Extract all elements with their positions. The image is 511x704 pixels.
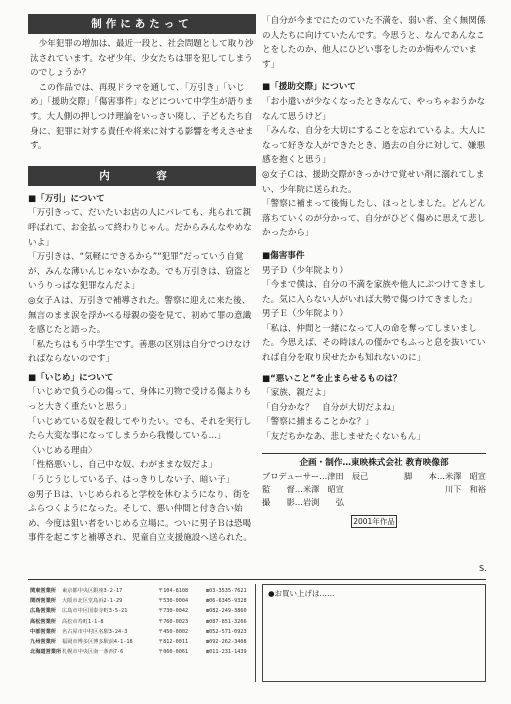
section-line: ◎女子Ｃは、援助交際がきっかけで覚せい剤に溺れてしまい、少年院に送られた。 bbox=[262, 169, 485, 195]
office-name: 九州営業所 bbox=[30, 639, 56, 646]
section-line: 「性格悪いし、自己中な奴、わがままな奴だよ」 bbox=[28, 460, 218, 471]
section-heading: ■傷害事件 bbox=[262, 250, 305, 261]
section-line: 「みんな、自分を大切にすることを忘れているよ。大人になって好きな人ができたとき、過去の自分に対して、嫌悪感を抱くと思う」 bbox=[262, 126, 486, 166]
office-address: 広島市中区国泰寺町3-5-21 bbox=[62, 608, 128, 615]
office-row bbox=[30, 617, 256, 627]
office-phone: ☎011-231-1439 bbox=[206, 649, 247, 656]
section-heading: ■“悪いこと”を止まらせるものは？ bbox=[262, 373, 402, 384]
office-phone: ☎06-6345-9328 bbox=[206, 598, 247, 605]
section-heading: ■「援助交際」について bbox=[262, 82, 356, 93]
office-postal: 〒450-0002 bbox=[158, 628, 189, 635]
office-name: 北海道営業所 bbox=[30, 649, 62, 656]
section-line: 「うじうじしている子、はっきりしない子、暗い子」 bbox=[28, 475, 235, 486]
office-phone: ☎092-262-3408 bbox=[206, 639, 247, 646]
office-name: 関西営業所 bbox=[30, 598, 56, 605]
section-line: 「いじめで負う心の傷って、身体に刃物で受ける傷よりもっと大きく重たいと思う」 bbox=[28, 387, 252, 413]
office-name: 関東営業所 bbox=[30, 588, 56, 594]
section-line: 「友だちかなあ、悲しませたくないもん」 bbox=[262, 432, 425, 443]
production-year: 2001年作品 bbox=[351, 515, 397, 528]
left-column bbox=[28, 14, 256, 546]
section-line: 「私たちはもう中学生です。善悪の区別は自分でつけなければならないのです」 bbox=[28, 339, 251, 365]
office-address: 高松市寿町1-1-8 bbox=[62, 618, 104, 625]
intro-body bbox=[28, 34, 256, 160]
office-row bbox=[30, 586, 256, 596]
office-row bbox=[30, 596, 256, 606]
section-line: ◎女子Ａは、万引きで補導された。警察に迎えに来た後、無言のまま涙を浮かべる母親の姿を見て、初めて罪の意識を感じたと語った。 bbox=[28, 295, 252, 336]
office-postal: 〒760-0023 bbox=[158, 618, 189, 625]
credits bbox=[262, 453, 486, 528]
credit-entry: 撮 影…岩渕 弘 bbox=[262, 496, 344, 507]
right-column bbox=[262, 14, 486, 528]
section-line: 「お小遣いが少なくなったときなんて、やっちゃおうかななんて思うけど」 bbox=[262, 96, 486, 122]
purchase-box bbox=[262, 584, 486, 682]
intro-paragraph: 少年犯罪の増加は、最近一段と、社会問題として取り沙汰されています。なぜ少年、少女たちは罪を犯してしまうのでしょうか？ bbox=[30, 39, 254, 79]
page-mark: S. bbox=[479, 564, 487, 573]
office-row bbox=[30, 627, 256, 637]
office-phone: ☎087-851-3266 bbox=[206, 618, 247, 625]
office-address: 大阪市北区堂島浜2-1-29 bbox=[62, 598, 123, 605]
office-list bbox=[30, 586, 256, 657]
credit-entry: プロデューサー…津田 辰己 bbox=[262, 470, 369, 481]
column-divider bbox=[255, 584, 256, 682]
section-line: 「家族、親だよ」 bbox=[262, 388, 331, 399]
office-row bbox=[30, 647, 256, 657]
intro-paragraph: この作品では、再現ドラマを通して、「万引き」「いじめ」「援助交際」「傷害事件」などについて中学生が語ります。大人側の押しつけ理論をいっさい廃し、子どもたち自身に、犯罪に対する責任や将来に対する影響を考えさせます。 bbox=[30, 82, 254, 152]
credits-row bbox=[262, 483, 486, 496]
office-postal: 〒060-0061 bbox=[158, 649, 189, 656]
section-line: 「万引きは、“気軽にできるから”“犯罪”だっていう自覚が、みんな薄いんじゃないかなあ。でも万引きは、窃盗というりっぱな犯罪なんだよ」 bbox=[28, 252, 252, 292]
office-address: 名古屋市中村区名駅3-24-3 bbox=[62, 628, 128, 635]
section-line: 「いじめている奴を殺してやりたい。でも、それを実行したら大変な事になってしまうから我慢している…」 bbox=[28, 416, 252, 442]
office-postal: 〒730-0042 bbox=[158, 608, 189, 615]
intro-title: 制作にあたって bbox=[28, 14, 256, 34]
office-row bbox=[30, 637, 256, 647]
section-line: ◎男子Ｂは、いじめられると学校を休むようになり、街をふらつくようになった。そして、悪い仲間と付き合い始め、今度は狙い者をいじめる立場に。ついに男子Ｂは恐喝事件を起こすと補導され、児童自立支援施設へ送られた。 bbox=[28, 489, 252, 544]
office-name: 広島営業所 bbox=[30, 608, 56, 615]
office-address: 札幌市中央区南一条西7-6 bbox=[62, 649, 124, 656]
office-row bbox=[30, 606, 256, 616]
purchase-label: ●お買い上げは…… bbox=[268, 589, 335, 598]
credits-row bbox=[262, 496, 486, 509]
office-postal: 〒812-0011 bbox=[158, 639, 189, 646]
section-line: 「自分かな？ 自分が大切だよね」 bbox=[262, 402, 400, 413]
section-line: 「警察に捕まることかな？」 bbox=[262, 417, 374, 428]
office-name: 高松営業所 bbox=[30, 618, 56, 625]
office-postal: 〒104-8108 bbox=[158, 588, 189, 594]
office-address: 東京都中央区銀座3-2-17 bbox=[62, 588, 123, 594]
credit-entry: 脚 本…米澤 昭宣 bbox=[404, 470, 486, 481]
contents-title: 内 容 bbox=[28, 166, 256, 186]
contents-left bbox=[28, 192, 256, 546]
office-phone: ☎052-571-0923 bbox=[206, 628, 247, 635]
section-heading: ■「万引」について bbox=[28, 193, 105, 204]
credits-row bbox=[262, 470, 486, 483]
section-line: 「警察に補まって後悔したし、ほっとしました。どんどん落ちていくのが分かって、自分がひどく傷めに思えて悲しかったから」 bbox=[262, 199, 486, 239]
section-line: 「今まで僕は、自分の不満を家族や他人にぶつけてきました。気に入らない人がいれば大勢で傷つけてきました」 bbox=[262, 280, 486, 305]
section-line: 男子Ｅ（少年院より） bbox=[262, 309, 348, 320]
section-line: 「私は、仲間と一緒になって人の命を奪ってしまいました。今思えば、その時ほんの僅かでもふっと息を抜いていれば自分を取り戻せたかも知れないのに」 bbox=[262, 323, 486, 364]
section-line: 男子Ｄ（少年院より） bbox=[262, 265, 348, 276]
credit-entry: 川下 和裕 bbox=[445, 483, 486, 494]
office-phone: ☎082-249-3860 bbox=[206, 608, 247, 615]
office-phone: ☎03-3535-7621 bbox=[206, 588, 247, 594]
section-line: 「自分が今までにたのていた不満を、弱い者、全く無関係の人たちに向けていたんです。今思うと、なんであんなことをしたのか、他人にひどい事をしたのか悔やんでいます」 bbox=[262, 16, 486, 70]
section-heading: ■「いじめ」について bbox=[28, 372, 114, 383]
office-name: 中部営業所 bbox=[30, 628, 56, 635]
section-line: 「万引きって、だいたいお店の人にバレても、兆られて親呼ばれて、お金払って終わりじゃん。だからみんなやめないよ」 bbox=[28, 208, 252, 248]
section-line: 〈いじめる理由〉 bbox=[28, 445, 97, 456]
office-postal: 〒530-0004 bbox=[158, 598, 189, 605]
office-address: 福岡市博多区博多駅前4-1-18 bbox=[62, 639, 133, 646]
credit-entry: 監 督…米澤 昭宣 bbox=[262, 483, 344, 494]
credits-title: 企画・制作…東映株式会社 教育映像部 bbox=[262, 453, 486, 470]
bottom-rule bbox=[28, 579, 486, 580]
